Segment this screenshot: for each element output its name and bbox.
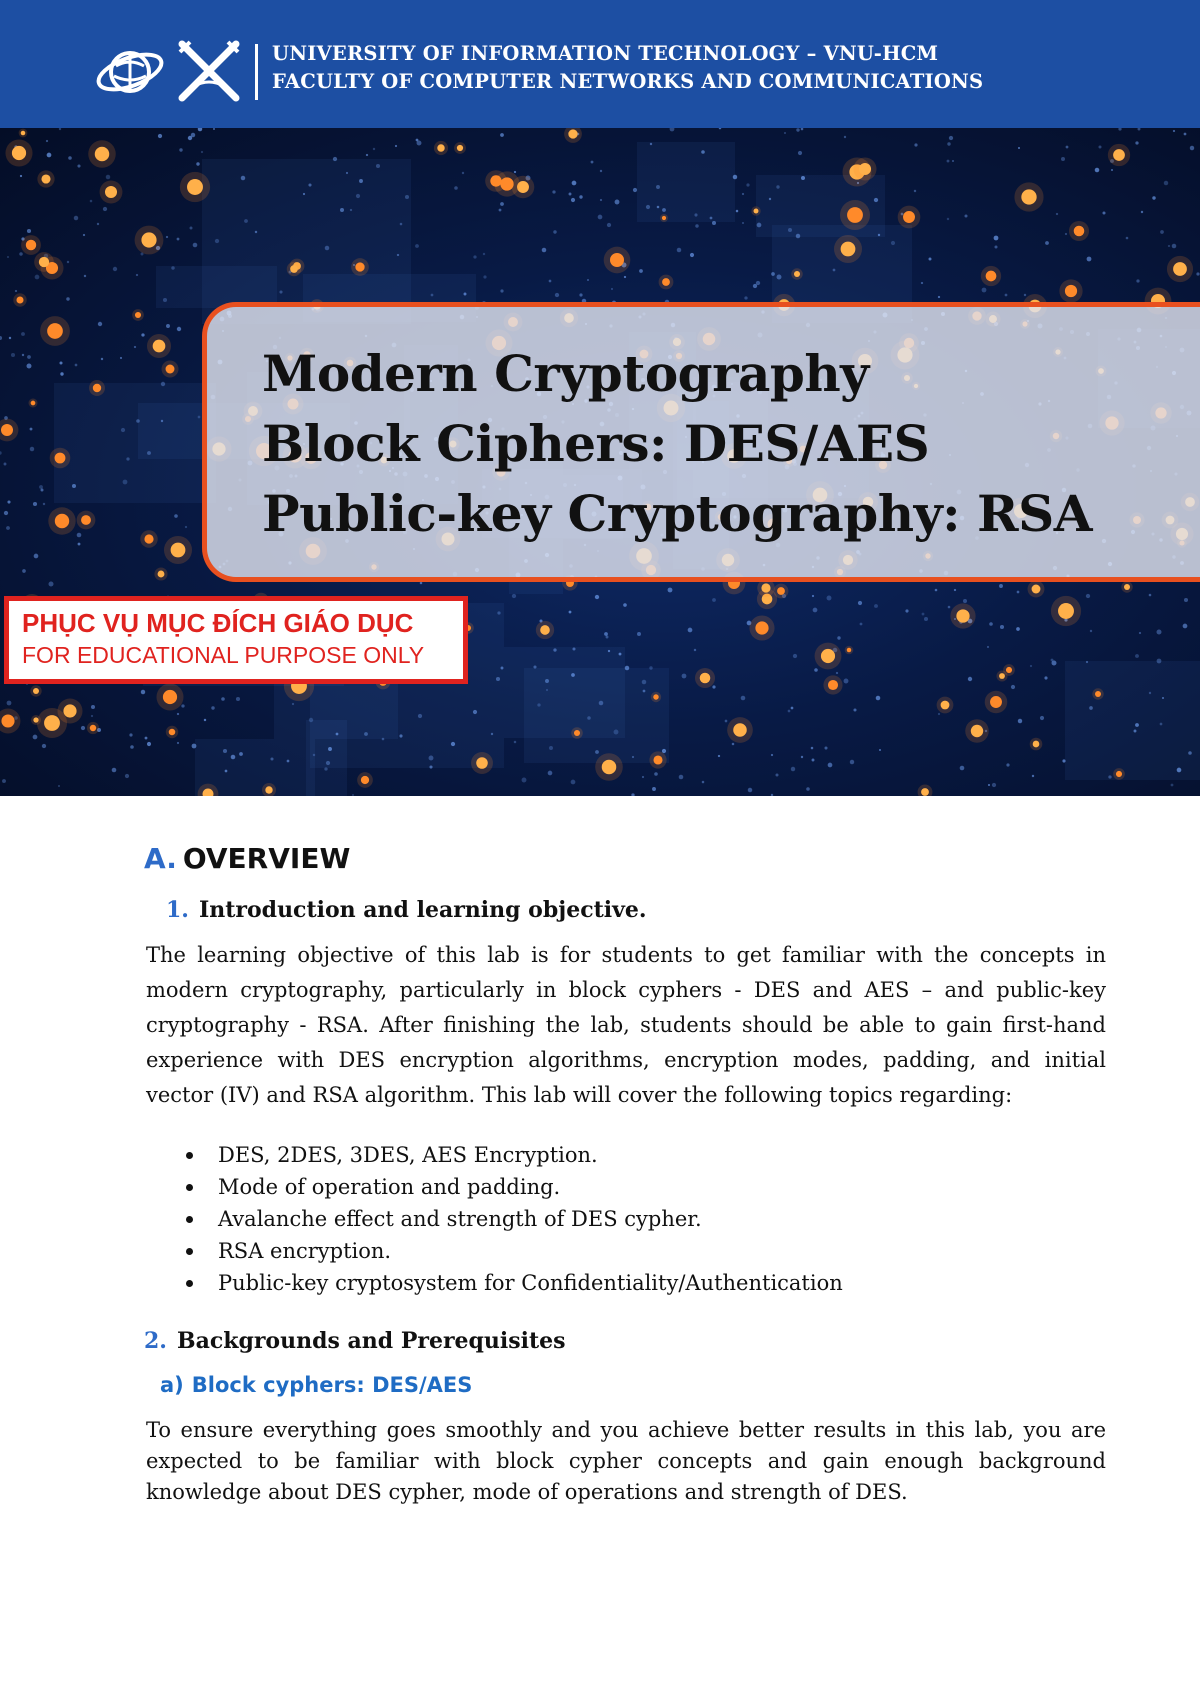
notice-vietnamese: PHỤC VỤ MỤC ĐÍCH GIÁO DỤC [22,608,414,638]
subsubsection-number: a) [160,1373,184,1397]
list-item: RSA encryption. [184,1235,843,1267]
subsection-title: Backgrounds and Prerequisites [176,1328,566,1354]
faculty-name: FACULTY OF COMPUTER NETWORKS AND COMMUNICATIONS [272,70,984,93]
intro-paragraph: The learning objective of this lab is for students to get familiar with the concepts in modern cryptography, particularly in block cyphers - DES and AES – and public-key cryptography - RSA. After finishing the lab, students should be able to gain first-hand experience with DES encryption algorithms, encryption modes, padding, and initial vector (IV) and RSA algorithm. This lab will cover the following topics regarding: [146,943,1106,1107]
subsection-heading-background [144,1328,566,1354]
header-divider [255,44,258,100]
title-line-3: Public-key Cryptography: RSA [262,484,1092,543]
list-item: Public-key cryptosystem for Confidentiality/Authentication [184,1267,843,1299]
uit-globe-logo [94,40,166,102]
subsubsection-heading-block-cyphers [160,1373,472,1397]
list-item: Mode of operation and padding. [184,1171,843,1203]
section-number: A. [144,842,177,875]
section-title: OVERVIEW [182,842,351,875]
title-line-1: Modern Cryptography [262,344,869,403]
list-item: Avalanche effect and strength of DES cypher. [184,1203,843,1235]
subsection-heading-intro [166,897,647,923]
header-text [272,40,983,96]
header-band [0,0,1200,128]
subsection-title: Introduction and learning objective. [198,897,647,923]
subsection-number: 2. [144,1328,167,1354]
subsection-number: 1. [166,897,189,923]
list-item: DES, 2DES, 3DES, AES Encryption. [184,1139,843,1171]
section-heading-overview [144,842,350,875]
university-name: UNIVERSITY OF INFORMATION TECHNOLOGY – VNU-HCM [272,42,939,65]
subsubsection-title: Block cyphers: DES/AES [191,1373,473,1397]
topics-list [184,1139,843,1299]
title-line-2: Block Ciphers: DES/AES [262,414,930,473]
notice-english: FOR EDUCATIONAL PURPOSE ONLY [22,642,425,668]
background-paragraph: To ensure everything goes smoothly and you achieve better results in this lab, you are expected to be familiar with block cypher concepts and gain enough background knowledge about DES cypher, mode of operations and strength of DES. [146,1418,1106,1504]
crossed-swords-logo [176,38,242,104]
